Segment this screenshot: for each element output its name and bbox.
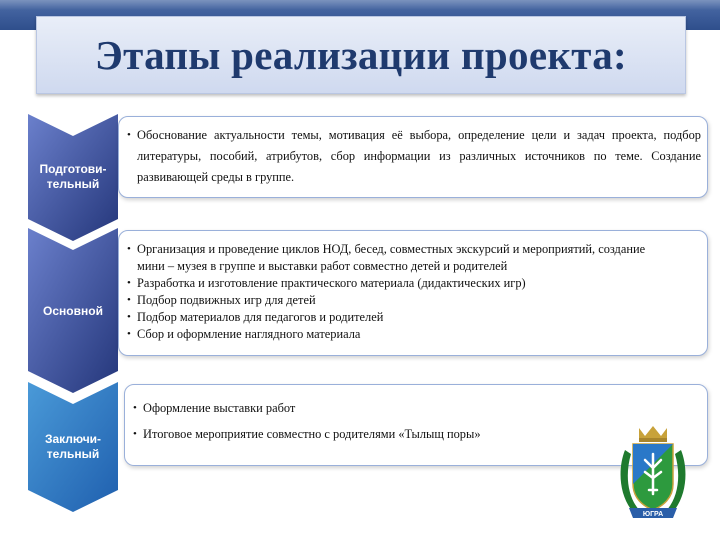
list-item: • Сбор и оформление наглядного материала bbox=[125, 326, 701, 343]
stage-label-line2: тельный bbox=[46, 177, 100, 191]
stage-label-line2: тельный bbox=[46, 447, 100, 461]
stage-label-line1: Заключи- bbox=[44, 432, 102, 446]
stage-chevron-preparatory bbox=[28, 114, 118, 241]
stage-label: Основной bbox=[43, 304, 103, 318]
stage-panel-main bbox=[118, 230, 708, 356]
stage-chevron-main bbox=[28, 228, 118, 393]
list-item: • Организация и проведение циклов НОД, бесед, совместных экскурсий и мероприятий, создание мини – музея в группе и выставки работ совместно детей и родителей bbox=[125, 241, 701, 275]
list-item: • Подбор подвижных игр для детей bbox=[125, 292, 701, 309]
list-item: • Итоговое мероприятие совместно с родителями «Тылыщ поры» bbox=[131, 424, 701, 444]
list-item: • Разработка и изготовление практического материала (дидактических игр) bbox=[125, 275, 701, 292]
stage-panel-preparatory bbox=[118, 116, 708, 198]
page-title: Этапы реализации проекта: bbox=[95, 32, 627, 78]
list-item: • Обоснование актуальности темы, мотивация её выбора, определение цели и задач проекта, подбор литературы, пособий, атрибутов, сбор информации из различных источников по теме. Создание развивающей среды в группе. bbox=[125, 125, 701, 188]
yugra-emblem-icon bbox=[615, 420, 691, 526]
emblem-text: ЮГРА bbox=[642, 511, 664, 518]
stage-label bbox=[28, 432, 118, 462]
stage-label-line1: Подготови- bbox=[39, 162, 107, 176]
stage-label bbox=[28, 162, 118, 192]
list-item: • Оформление выставки работ bbox=[131, 398, 701, 418]
title-box bbox=[36, 16, 686, 94]
list-item: • Подбор материалов для педагогов и родителей bbox=[125, 309, 701, 326]
stage-chevron-final bbox=[28, 382, 118, 512]
